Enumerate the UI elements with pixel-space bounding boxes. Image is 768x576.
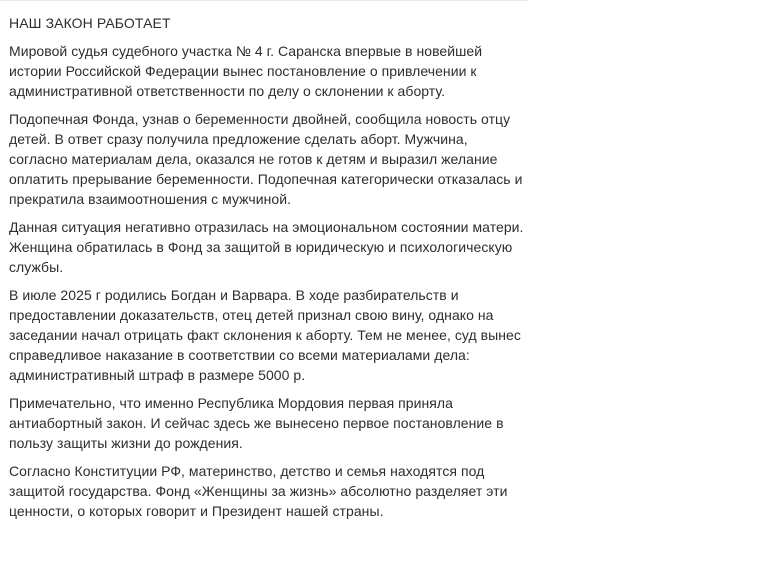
post-paragraph-court-decision: Мировой судья судебного участка № 4 г. Саранска впервые в новейшей истории Российской Федерации вынес постановление о привлечении к административной ответственности по делу о склонении к аборту. [9, 43, 483, 99]
post-paragraph-constitution: Согласно Конституции РФ, материнство, детство и семья находятся под защитой государства. Фонд «Женщины за жизнь» абсолютно разделяет эти ценности, о которых говорит и Президент нашей страны. [9, 463, 508, 519]
post-title: НАШ ЗАКОН РАБОТАЕТ [9, 15, 171, 31]
post-paragraph-mordovia-law: Примечательно, что именно Республика Мордовия первая приняла антиабортный закон. И сейчас здесь же вынесено первое постановление в пользу защиты жизни до рождения. [9, 395, 504, 451]
post-text [0, 1, 524, 521]
post-paragraph-foundation-help: Данная ситуация негативно отразилась на эмоциональном состоянии матери. Женщина обратилась в Фонд за защитой в юридическую и психологическую службы. [9, 219, 524, 275]
post-paragraph-case-story: Подопечная Фонда, узнав о беременности двойней, сообщила новость отцу детей. В ответ сразу получила предложение сделать аборт. Мужчина, согласно материалам дела, оказался не готов к детям и выразил желание оплатить прерывание беременности. Подопечная категорически отказалась и прекратила взаимоотношения с мужчиной. [9, 111, 523, 207]
post-paragraph-verdict: В июле 2025 г родились Богдан и Варвара. В ходе разбирательств и предоставлении доказательств, отец детей признал свою вину, однако на заседании начал отрицать факт склонения к аборту. Тем не менее, суд вынес справедливое наказание в соответствии со всеми материалами дела: административный штраф в размере 5000 р. [9, 287, 521, 383]
